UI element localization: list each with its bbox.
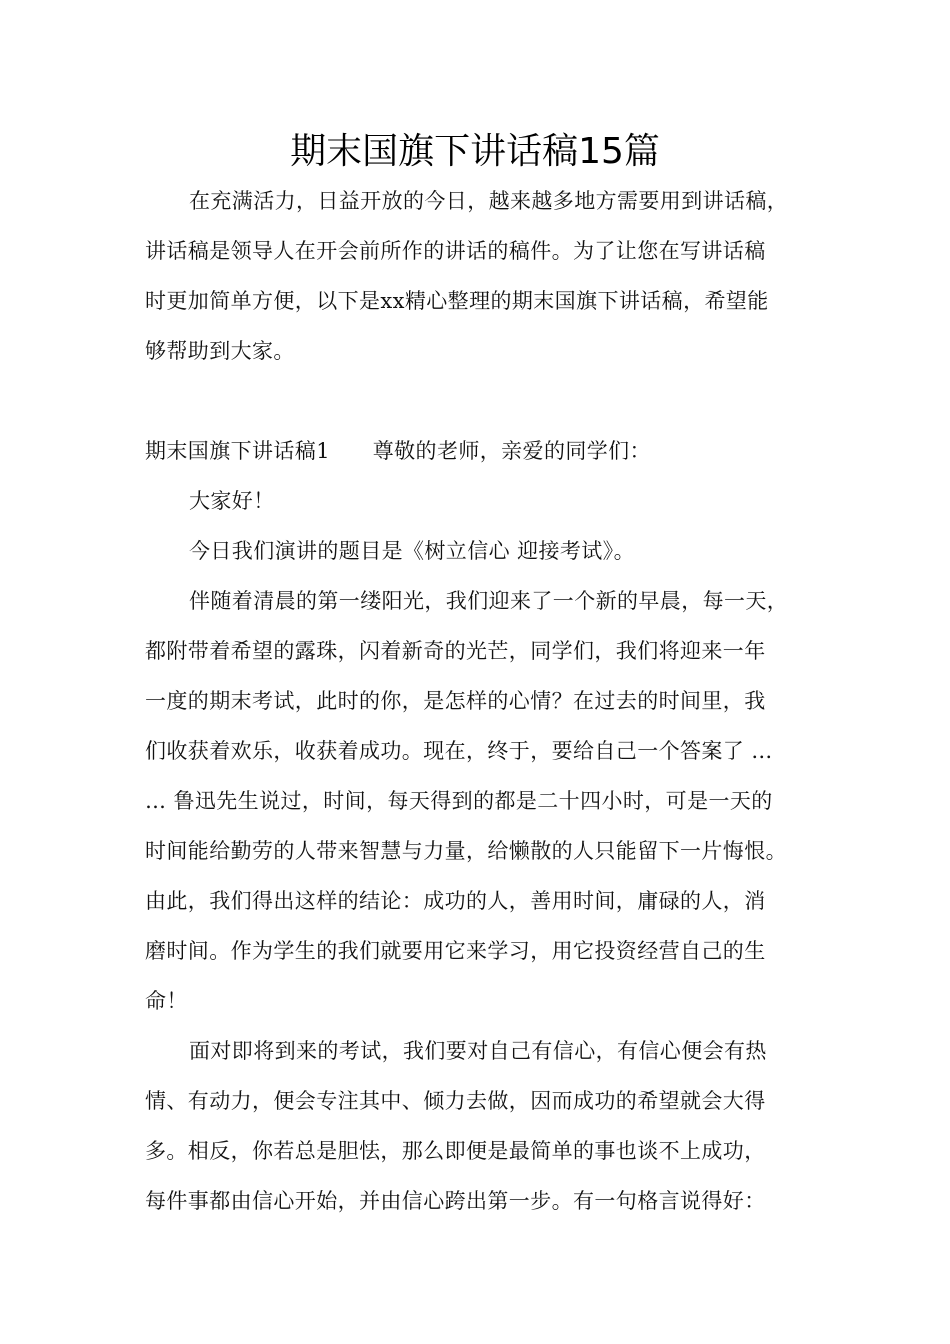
paragraph-line: 们收获着欢乐，收获着成功。现在，终于，要给自己一个答案了 … — [145, 739, 773, 763]
paragraph-line: 时更加简单方便，以下是xx精心整理的期末国旗下讲话稿，希望能 — [145, 289, 769, 313]
paragraph-line: 时间能给勤劳的人带来智慧与力量，给懒散的人只能留下一片悔恨。 — [145, 839, 787, 863]
paragraph-line: 今日我们演讲的题目是《树立信心 迎接考试》。 — [189, 539, 635, 563]
section-heading-line: 期末国旗下讲话稿1 尊敬的老师，亲爱的同学们： — [145, 439, 651, 463]
document-title: 期末国旗下讲话稿15篇 — [290, 131, 660, 172]
paragraph-line: 多。相反，你若总是胆怯，那么即便是最简单的事也谈不上成功， — [145, 1139, 766, 1163]
paragraph-line: 够帮助到大家。 — [145, 339, 295, 363]
paragraph-line: 情、有动力，便会专注其中、倾力去做，因而成功的希望就会大得 — [145, 1089, 766, 1113]
paragraph-line: 在充满活力，日益开放的今日，越来越多地方需要用到讲话稿， — [189, 189, 789, 213]
paragraph-line: … 鲁迅先生说过，时间，每天得到的都是二十四小时，可是一天的 — [145, 789, 773, 813]
paragraph-line: 都附带着希望的露珠，闪着新奇的光芒，同学们，我们将迎来一年 — [145, 639, 766, 663]
paragraph-line: 讲话稿是领导人在开会前所作的讲话的稿件。为了让您在写讲话稿 — [145, 239, 766, 263]
paragraph-line: 每件事都由信心开始，并由信心跨出第一步。有一句格言说得好： — [145, 1189, 766, 1213]
paragraph-line: 一度的期末考试，此时的你，是怎样的心情？在过去的时间里，我 — [145, 689, 766, 713]
paragraph-line: 磨时间。作为学生的我们就要用它来学习，用它投资经营自己的生 — [145, 939, 766, 963]
paragraph-line: 命！ — [145, 989, 188, 1013]
paragraph-line: 由此，我们得出这样的结论：成功的人，善用时间，庸碌的人，消 — [145, 889, 766, 913]
paragraph-line: 大家好！ — [189, 489, 275, 513]
paragraph-line: 面对即将到来的考试，我们要对自己有信心，有信心便会有热 — [189, 1039, 767, 1063]
paragraph-line: 伴随着清晨的第一缕阳光，我们迎来了一个新的早晨，每一天， — [189, 589, 789, 613]
